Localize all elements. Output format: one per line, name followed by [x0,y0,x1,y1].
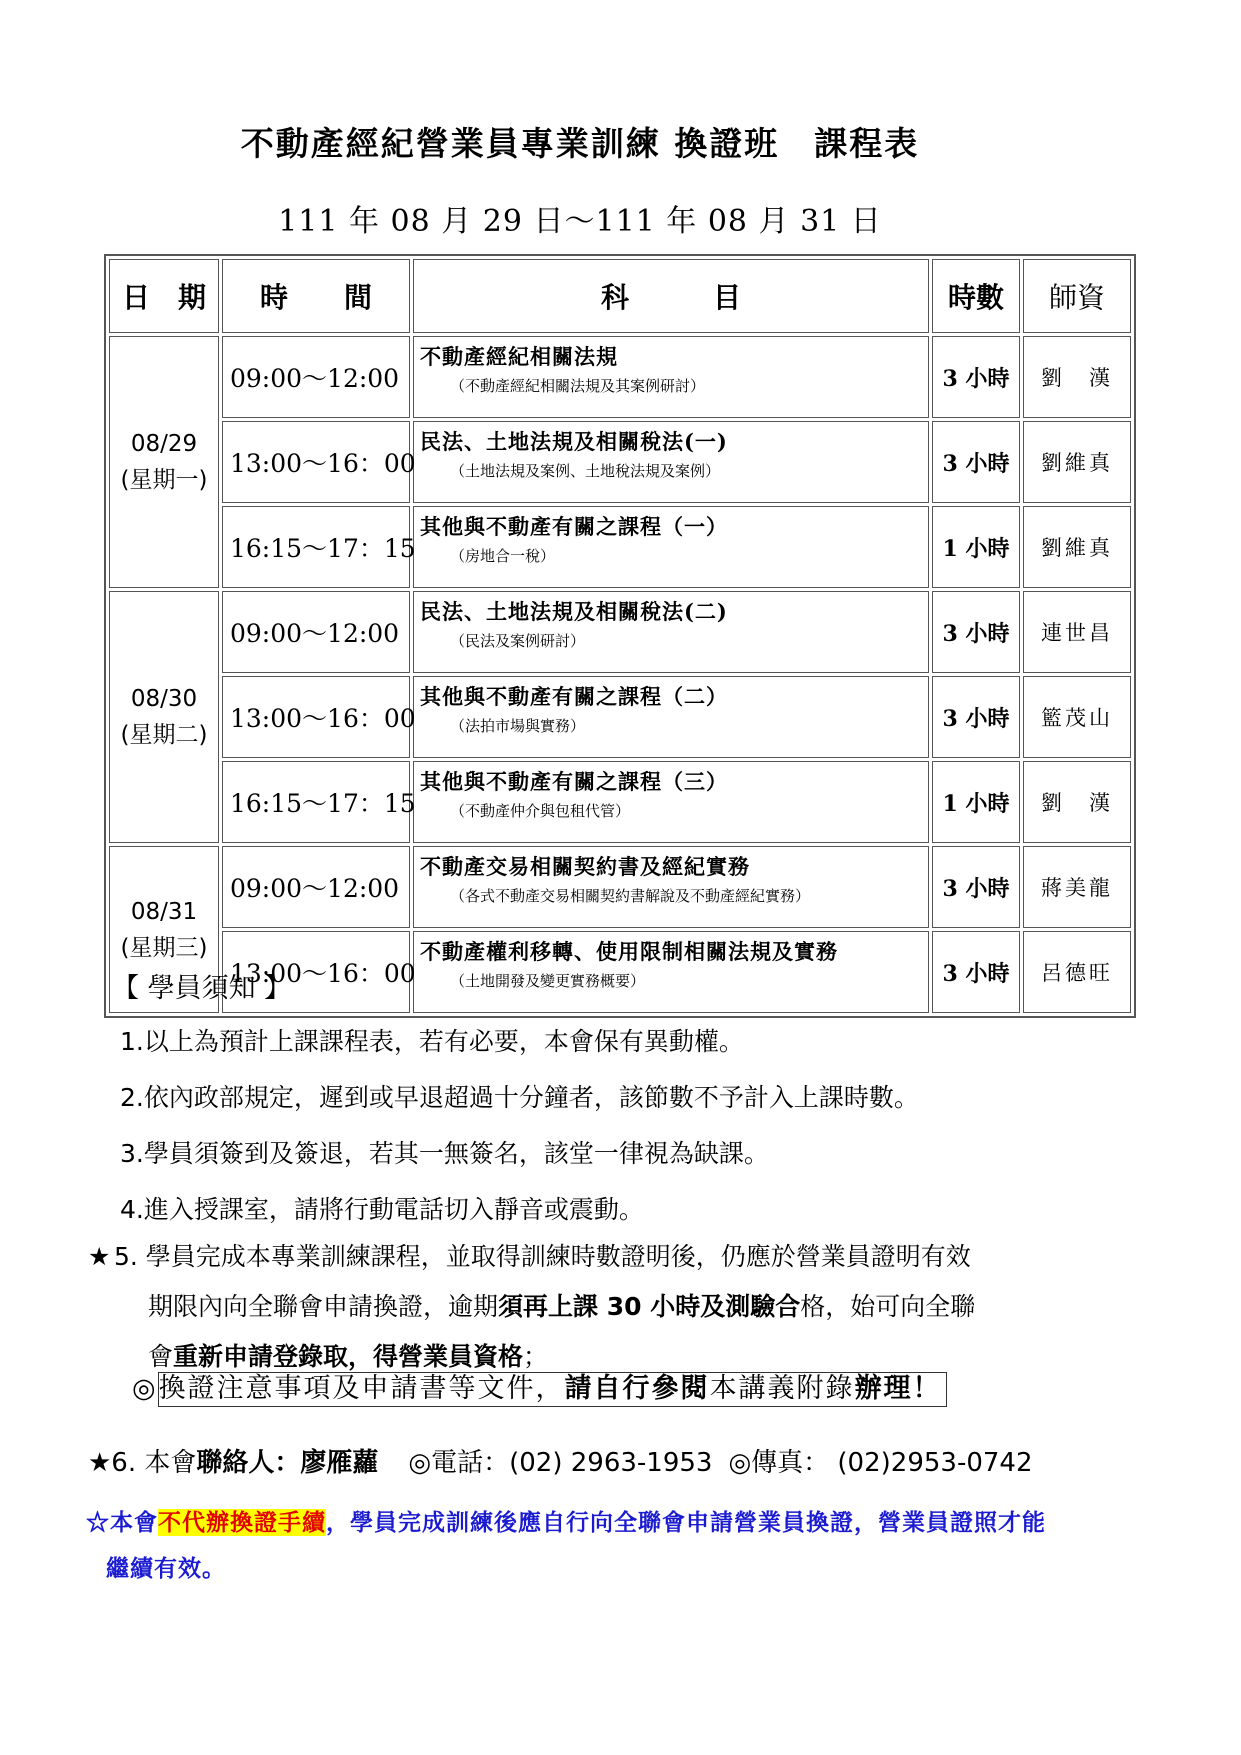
hours-cell: 3 小時 [932,846,1020,928]
reference-box [158,1372,947,1407]
contact-prefix: ★6. 本會 [88,1448,197,1478]
table-row [109,421,1131,503]
warning-line-1 [86,1500,1196,1546]
time-cell: 16:15～17：15 [222,506,410,588]
subject-note: （房地合一稅） [450,547,556,565]
subject-title: 其他與不動產有關之課程（三） [420,769,728,794]
hours-cell: 3 小時 [932,421,1020,503]
table-row [109,336,1131,418]
date-value: 08/30 [130,686,198,712]
header-teacher: 師資 [1023,259,1131,333]
hours-cell: 1 小時 [932,506,1020,588]
circle-mark-icon: ◎ [132,1373,158,1404]
hours-cell: 3 小時 [932,931,1020,1013]
subject-cell [413,931,929,1013]
teacher-cell: 呂德旺 [1023,931,1131,1013]
hours-cell: 3 小時 [932,591,1020,673]
header-subject: 科 目 [413,259,929,333]
line-3-text: 會 [148,1342,174,1371]
date-cell [109,336,219,588]
reference-note [132,1366,947,1405]
teacher-cell: 劉 漢 [1023,761,1131,843]
star-icon: ★ [88,1242,111,1271]
weekday-value: (星期二) [120,722,208,748]
subject-note: （法拍市場與實務） [450,717,586,735]
warning-highlight: 不代辦換證手續 [158,1509,326,1536]
reference-text-d: 辦理！ [854,1373,942,1404]
date-range: 111 年 08 月 29 日～111 年 08 月 31 日 [278,204,882,239]
contact-fax: ◎傳真： (02)2953-0742 [728,1448,1033,1478]
table-row [109,506,1131,588]
teacher-cell: 籃茂山 [1023,676,1131,758]
notice-item-5-line-1: 5. 學員完成本專業訓練課程，並取得訓練時數證明後，仍應於營業員證明有效 [114,1242,971,1271]
schedule-table [104,254,1136,1018]
table-header-row [109,259,1131,333]
hours-cell: 3 小時 [932,336,1020,418]
time-cell: 16:15～17：15 [222,761,410,843]
teacher-cell: 劉 漢 [1023,336,1131,418]
line-3-end: ； [523,1342,549,1371]
line-2-bold: 須再上課 30 小時及測驗合 [498,1292,801,1321]
header-date: 日 期 [109,259,219,333]
subject-note: （土地法規及案例、土地稅法規及案例） [450,462,721,480]
subject-cell [413,761,929,843]
contact-person: 聯絡人：廖雁蘿 [196,1448,379,1478]
page-title: 不動產經紀營業員專業訓練 換證班 課程表 [240,124,920,163]
subject-title: 不動產經紀相關法規 [420,344,618,369]
weekday-value: (星期一) [120,467,208,493]
warning-note [86,1500,1196,1592]
time-cell: 09:00～12:00 [222,591,410,673]
time-cell: 13:00～16：00 [222,676,410,758]
subject-title: 不動產交易相關契約書及經紀實務 [420,854,750,879]
time-cell: 09:00～12:00 [222,846,410,928]
subject-note: （各式不動產交易相關契約書解說及不動產經紀實務） [450,887,811,905]
time-cell: 13:00～16：00 [222,931,410,1013]
subject-cell [413,506,929,588]
table-row [109,846,1131,928]
line-2-text: 期限內向全聯會申請換證，逾期 [148,1292,499,1321]
time-cell: 09:00～12:00 [222,336,410,418]
subject-note: （土地開發及變更實務概要） [450,972,646,990]
subject-note: （不動產經紀相關法規及其案例研討） [450,377,706,395]
subject-title: 民法、土地法規及相關稅法(二) [420,599,728,624]
contact-line [88,1442,1033,1479]
subject-cell [413,336,929,418]
time-cell: 13:00～16：00 [222,421,410,503]
teacher-cell: 劉維真 [1023,421,1131,503]
warning-text: ，學員完成訓練後應自行向全聯會申請營業員換證，營業員證照才能 [326,1509,1046,1536]
table-row [109,591,1131,673]
line-2-text-end: 格，始可向全聯 [800,1292,976,1321]
subject-cell [413,676,929,758]
table-row [109,676,1131,758]
date-value: 08/31 [130,898,198,925]
subject-note: （民法及案例研討） [450,632,586,650]
subject-note: （不動產仲介與包租代管） [450,802,631,820]
schedule-body [109,336,1131,1013]
teacher-cell: 劉維真 [1023,506,1131,588]
reference-text-a: 換證注意事項及申請書等文件， [158,1373,565,1404]
teacher-cell: 蔣美龍 [1023,846,1131,928]
notice-item-3: 3.學員須簽到及簽退，若其一無簽名，該堂一律視為缺課。 [120,1139,769,1168]
notice-item-1: 1.以上為預計上課課程表，若有必要，本會保有異動權。 [120,1027,744,1056]
subject-title: 其他與不動產有關之課程（一） [420,514,728,539]
contact-phone: ◎電話：(02) 2963-1953 [408,1448,713,1478]
subject-title: 其他與不動產有關之課程（二） [420,684,728,709]
reference-text-b: 請自行參閱 [564,1373,710,1404]
table-row [109,761,1131,843]
header-time: 時 間 [222,259,410,333]
notice-item-2: 2.依內政部規定，遲到或早退超過十分鐘者，該節數不予計入上課時數。 [120,1083,919,1112]
warning-line-2: 繼續有效。 [106,1555,226,1582]
hours-cell: 3 小時 [932,676,1020,758]
date-cell [109,591,219,843]
notice-title: 【 學員須知 】 [112,973,292,1004]
subject-cell [413,421,929,503]
date-value: 08/29 [130,431,198,457]
subject-cell [413,846,929,928]
subject-cell [413,591,929,673]
hours-cell: 1 小時 [932,761,1020,843]
subject-title: 不動產權利移轉、使用限制相關法規及實務 [420,939,838,964]
reference-text-c: 本講義附錄 [709,1373,855,1404]
teacher-cell: 連世昌 [1023,591,1131,673]
warning-prefix: ☆本會 [86,1509,158,1536]
notice-item-5-line-2 [88,1282,975,1332]
weekday-value: (星期三) [120,934,208,961]
header-hours: 時數 [932,259,1020,333]
notice-item-4: 4.進入授課室，請將行動電話切入靜音或震動。 [120,1195,644,1224]
line-3-bold: 重新申請登錄取，得營業員資格 [173,1342,524,1371]
subject-title: 民法、土地法規及相關稅法(一) [420,429,728,454]
notice-item-5 [88,1232,975,1382]
